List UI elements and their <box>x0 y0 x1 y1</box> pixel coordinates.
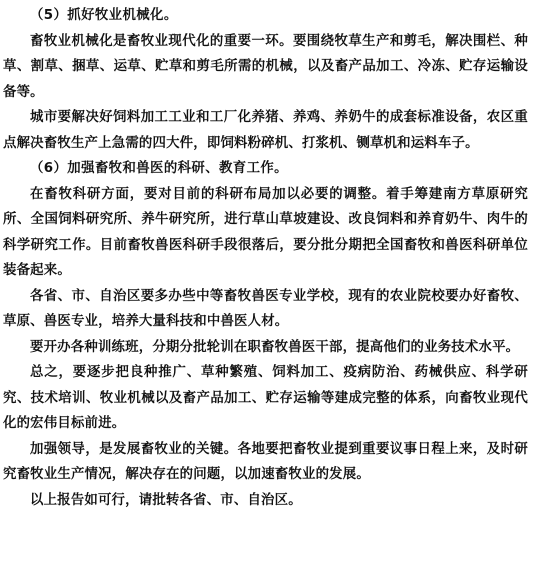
summary-paragraph: 总之，要逐步把良种推广、草种繁殖、饲料加工、疫病防治、药械供应、科学研究、技术培训、牧业机械以及畜产品加工、贮存运输等建成完整的体系，向畜牧业现代化的宏伟目标前进。 <box>3 365 528 431</box>
closing-paragraph: 以上报告如可行，请批转各省、市、自治区。 <box>30 492 302 508</box>
section-5-heading: （5）抓好牧业机械化。 <box>30 8 178 23</box>
research-paragraph: 在畜牧科研方面，要对目前的科研布局加以必要的调整。着手筹建南方草原研究所、全国饲料研究所、养牛研究所，进行草山草坡建设、改良饲料和养育奶牛、肉牛的科学研究工作。目前畜牧兽医科研手段很落后，要分批分期把全国畜牧和兽医科研单位装备起来。 <box>3 186 528 278</box>
section-6-heading: （6）加强畜牧和兽医的科研、教育工作。 <box>30 161 288 176</box>
leadership-paragraph: 加强领导，是发展畜牧业的关键。各地要把畜牧业提到重要议事日程上来，及时研究畜牧业生产情况，解决存在的问题，以加速畜牧业的发展。 <box>3 441 528 482</box>
mechanization-paragraph: 畜牧业机械化是畜牧业现代化的重要一环。要围绕牧草生产和剪毛，解决围栏、种草、割草、捆草、运草、贮草和剪毛所需的机械，以及畜产品加工、冷冻、贮存运输设备等。 <box>3 33 528 100</box>
training-paragraph: 要开办各种训练班，分期分批轮训在职畜牧兽医干部，提高他们的业务技术水平。 <box>30 339 520 355</box>
schools-paragraph: 各省、市、自治区要多办些中等畜牧兽医专业学校，现有的农业院校要办好畜牧、草原、兽医专业，培养大量科技和中兽医人材。 <box>3 288 528 329</box>
urban-equipment-paragraph: 城市要解决好饲料加工工业和工厂化养猪、养鸡、养奶牛的成套标准设备，农区重点解决畜牧生产上急需的四大件，即饲料粉碎机、打浆机、铡草机和运料车子。 <box>3 110 528 151</box>
